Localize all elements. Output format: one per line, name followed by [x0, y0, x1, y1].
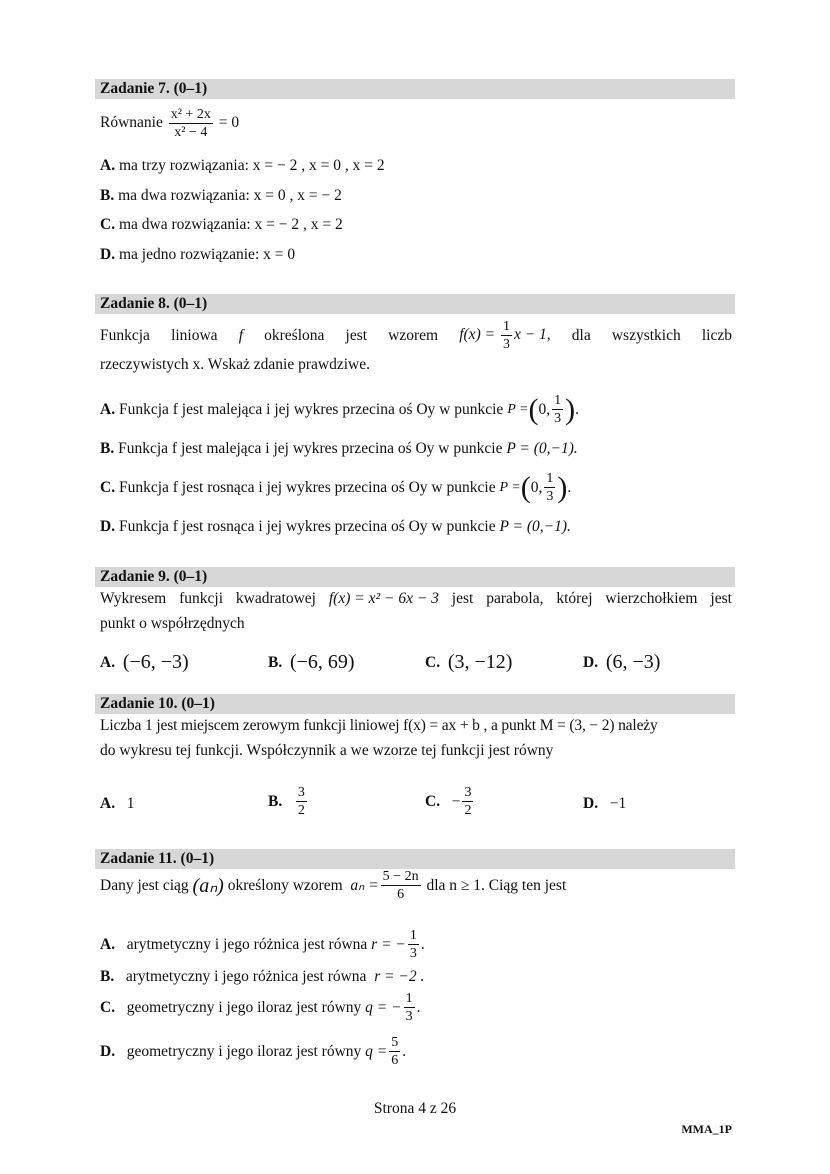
task-11-title: Zadanie 11. (0–1) [95, 849, 735, 869]
word: dla [571, 326, 591, 344]
task-7-option-a[interactable] [100, 157, 385, 175]
word: jest [451, 590, 474, 607]
task-8-formula [459, 318, 550, 353]
word: liniowa [171, 326, 218, 344]
formula-lhs: f(x) = [459, 326, 496, 344]
word: określona [264, 326, 325, 344]
task-8-header [95, 294, 735, 314]
fraction-denominator: 3 [409, 946, 417, 961]
option-text: Funkcja f jest rosnąca i jej wykres przecina oś Oy w punkcie [118, 518, 496, 535]
option-text: geometryczny i jego iloraz jest równy [126, 1042, 362, 1060]
word: kwadratowej [235, 590, 316, 607]
equation-rhs: = 0 [218, 114, 240, 132]
task-9-title: Zadanie 9. (0–1) [95, 567, 735, 587]
option-fraction [462, 784, 473, 819]
fraction-denominator: 3 [554, 411, 562, 426]
point-fraction [544, 470, 555, 505]
period: . [416, 998, 421, 1016]
task-11-line-1 [100, 868, 566, 903]
option-text: ma jedno rozwiązanie: x = 0 [118, 246, 296, 263]
option-text: Funkcja f jest rosnąca i jej wykres przecina oś Oy w punkcie [118, 478, 496, 496]
task-8-title: Zadanie 8. (0–1) [95, 294, 735, 314]
option-letter: C. [425, 792, 441, 810]
fraction-numerator: 1 [546, 471, 554, 486]
formula-fraction [381, 868, 421, 903]
point-label: P = [499, 479, 521, 495]
text: określony wzorem [227, 876, 343, 894]
option-point: P = (0,−1). [506, 440, 578, 457]
task-9-line-2: punkt o współrzędnych [100, 615, 245, 632]
option-letter: A. [100, 654, 116, 671]
option-letter: B. [268, 792, 283, 810]
value-prefix: r = − [371, 935, 406, 953]
option-letter: C. [100, 998, 116, 1016]
value-fraction [404, 990, 415, 1025]
option-letter: A. [100, 795, 116, 812]
fraction-denominator: 2 [464, 803, 472, 818]
fraction-numerator: 5 [391, 1035, 399, 1050]
word: liczb [701, 326, 732, 344]
task-8-option-b[interactable] [100, 440, 578, 458]
value-prefix: q = [365, 1042, 388, 1060]
task-11-option-c[interactable] [100, 990, 420, 1025]
option-letter: C. [100, 478, 116, 496]
fraction-numerator: 1 [409, 928, 417, 943]
word: f [238, 326, 243, 344]
task-9-option-b[interactable] [268, 651, 355, 674]
task-9-header [95, 567, 735, 587]
formula-lhs: aₙ = [350, 877, 379, 894]
formula-rhs: x − 1, [513, 326, 551, 344]
task-10-title: Zadanie 10. (0–1) [95, 694, 735, 714]
formula-fraction [501, 318, 512, 353]
fraction-denominator: 6 [397, 887, 405, 902]
task-7-header [95, 79, 735, 99]
task-9-option-c[interactable] [425, 651, 512, 674]
task-8-option-c[interactable]: C. Funkcja f jest rosnąca i jej wykres przecina oś Oy w punkcie P = ( 0, $\frac{1}{3}$ ) . [100, 470, 572, 504]
fraction-denominator: 6 [391, 1053, 399, 1068]
exam-code: MMA_1P [681, 1122, 732, 1136]
task-11-option-b[interactable] [100, 968, 424, 986]
option-value: 1 [126, 795, 135, 812]
task-9-option-a[interactable] [100, 651, 189, 674]
option-letter: A. [100, 400, 116, 418]
option-text: ma dwa rozwiązania: x = − 2 , x = 2 [118, 216, 343, 233]
task-10-option-b[interactable] [268, 784, 309, 819]
word: jest [345, 326, 368, 344]
task-7-option-b[interactable] [100, 187, 342, 205]
word: funkcji [179, 590, 224, 607]
word: Wykresem [100, 590, 167, 607]
fraction-numerator: 1 [405, 991, 413, 1006]
value-prefix: q = − [365, 998, 402, 1016]
task-9-line-1 [100, 590, 732, 608]
option-value: r = −2 . [374, 968, 425, 985]
option-text: Funkcja f jest malejąca i jej wykres przecina oś Oy w punkcie [118, 400, 504, 418]
option-text: arytmetyczny i jego różnica jest równa [125, 968, 367, 985]
formula: f(x) = x² − 6x − 3 [328, 590, 439, 607]
text: Dany jest ciąg [100, 876, 189, 894]
task-10-option-a[interactable] [100, 795, 134, 813]
word: wierzchołkiem [605, 590, 698, 607]
word: Funkcja [100, 326, 150, 344]
task-7-option-c[interactable] [100, 216, 343, 234]
fraction-denominator: 3 [405, 1009, 413, 1024]
period: . [575, 400, 579, 418]
word: jest [710, 590, 732, 607]
option-letter: C. [100, 216, 116, 233]
option-text: geometryczny i jego iloraz jest równy [126, 998, 362, 1016]
option-letter: A. [100, 157, 116, 174]
option-sign: − [451, 792, 461, 810]
value-fraction [389, 1034, 400, 1069]
task-10-option-d[interactable] [583, 795, 626, 813]
point-label: P = [507, 401, 529, 417]
option-letter: B. [100, 187, 115, 204]
option-text: Funkcja f jest malejąca i jej wykres przecina oś Oy w punkcie [118, 440, 503, 457]
task-7-title: Zadanie 7. (0–1) [95, 79, 735, 99]
task-7-option-d[interactable] [100, 246, 295, 264]
task-11-option-d[interactable] [100, 1034, 406, 1069]
period: . [402, 1042, 407, 1060]
point-fraction [552, 392, 563, 427]
option-value: (6, −3) [605, 651, 661, 673]
task-10-option-c[interactable] [425, 784, 475, 819]
task-10-header [95, 694, 735, 714]
fraction-numerator: 3 [297, 785, 305, 800]
option-value: −1 [609, 795, 627, 812]
task-11-option-a[interactable] [100, 927, 425, 962]
option-point: P = (0,−1). [499, 518, 571, 535]
word: wzorem [388, 326, 439, 344]
point-x: 0, [530, 478, 543, 496]
task-8-line-2: rzeczywistych x. Wskaż zdanie prawdziwe. [100, 356, 370, 373]
option-letter: B. [100, 440, 115, 457]
page-number: Strona 4 z 26 [373, 1100, 457, 1117]
fraction-numerator: 5 − 2n [382, 869, 419, 884]
word: której [556, 590, 593, 607]
fraction-numerator: x² + 2x [170, 107, 211, 122]
task-8-option-a[interactable]: A. Funkcja f jest malejąca i jej wykres przecina oś Oy w punkcie P = ( 0, $\frac{1}{3}$ ) . [100, 392, 579, 426]
task-7-fraction [169, 106, 213, 141]
option-value: (−6, −3) [122, 651, 189, 673]
option-letter: D. [100, 246, 116, 263]
fraction-denominator: 3 [502, 337, 510, 352]
task-10-line-2: do wykresu tej funkcji. Współczynnik a we wzorze tej funkcji jest równy [100, 742, 554, 759]
sequence-symbol: (aₙ) [192, 875, 224, 897]
period: . [420, 935, 425, 953]
option-letter: D. [583, 654, 599, 671]
option-letter: D. [100, 1042, 116, 1060]
task-7-intro: Równanie [100, 114, 163, 132]
option-letter: C. [425, 654, 441, 671]
task-11-header [95, 849, 735, 869]
value-fraction [408, 927, 419, 962]
word: wszystkich [611, 326, 681, 344]
task-9-option-d[interactable] [583, 651, 660, 674]
fraction-denominator: 3 [546, 489, 554, 504]
option-letter: D. [583, 795, 599, 812]
task-7-equation [100, 106, 239, 141]
period: . [567, 478, 572, 496]
option-letter: A. [100, 935, 116, 953]
fraction-numerator: 1 [502, 319, 510, 334]
task-8-option-d[interactable] [100, 518, 571, 536]
option-text: ma trzy rozwiązania: x = − 2 , x = 0 , x = 2 [118, 157, 385, 174]
text: dla n ≥ 1. Ciąg ten jest [426, 876, 567, 894]
option-fraction [296, 784, 307, 819]
fraction-denominator: 2 [297, 803, 305, 818]
option-letter: B. [268, 654, 283, 671]
option-text: ma dwa rozwiązania: x = 0 , x = − 2 [118, 187, 342, 204]
option-value: (3, −12) [447, 651, 513, 673]
option-value: (−6, 69) [289, 651, 355, 673]
option-letter: B. [100, 968, 115, 985]
fraction-denominator: x² − 4 [174, 125, 208, 140]
option-text: arytmetyczny i jego różnica jest równa [126, 935, 368, 953]
task-8-line-1 [100, 318, 732, 353]
option-letter: D. [100, 518, 116, 535]
fraction-numerator: 1 [554, 393, 562, 408]
task-10-line-1: Liczba 1 jest miejscem zerowym funkcji liniowej f(x) = ax + b , a punkt M = (3, − 2) należy [100, 717, 658, 734]
point-x: 0, [538, 400, 551, 418]
word: parabola, [486, 590, 544, 607]
fraction-numerator: 3 [464, 785, 472, 800]
